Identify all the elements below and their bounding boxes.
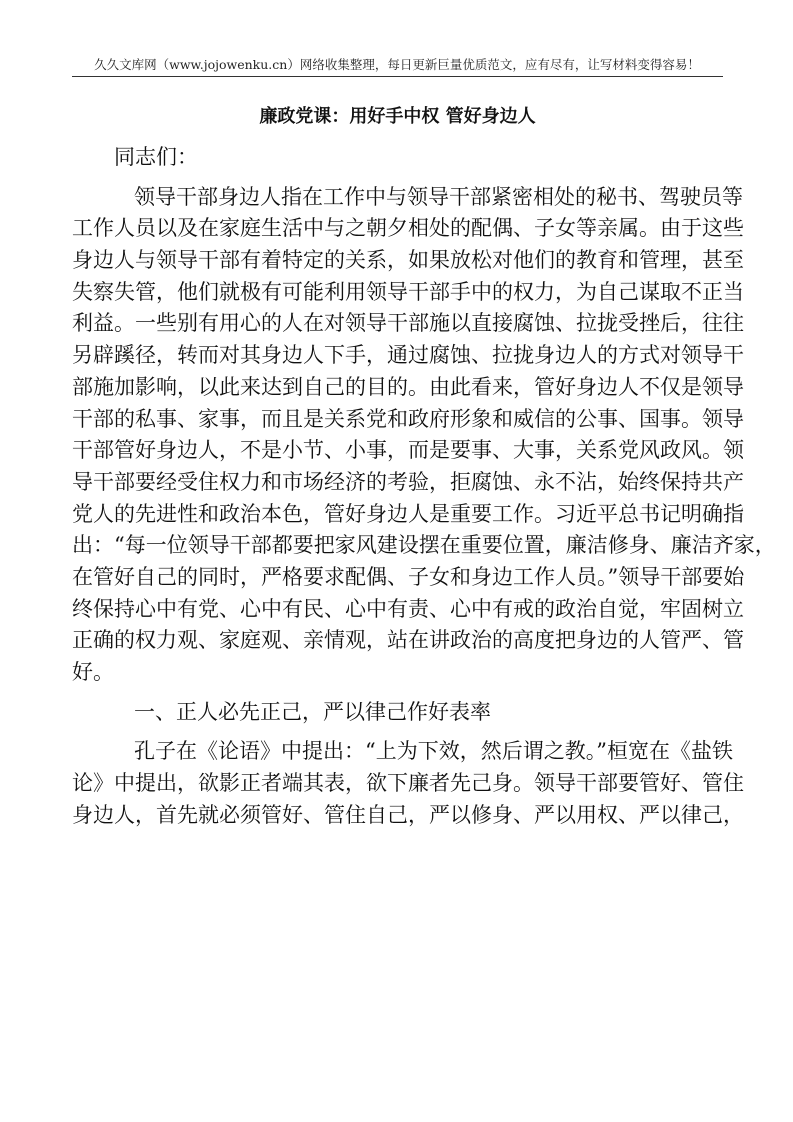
spacer (72, 174, 723, 182)
paragraph-line: 干部管好身边人，不是小节、小事，而是要事、大事，关系党风政风。领 (72, 438, 744, 463)
spacer (72, 728, 723, 736)
paragraph-line: 正确的权力观、家庭观、亲情观，站在讲政治的高度把身边的人管严、管 (72, 628, 744, 653)
paragraph-line: 失察失管，他们就极有可能利用领导干部手中的权力，为自己谋取不正当 (72, 279, 744, 304)
paragraph-line: 身边人，首先就必须管好、管住自己，严以修身、严以用权、严以律己， (72, 802, 744, 827)
paragraph-line: 部施加影响，以此来达到自己的目的。由此看来，管好身边人不仅是领导 (72, 374, 744, 399)
paragraph-line: 孔子在《论语》中提出：“上为下效，然后谓之教。”桓宽在《盐铁 (134, 739, 733, 764)
spacer (72, 689, 723, 697)
header-divider (72, 76, 723, 77)
paragraph-line: 领导干部身边人指在工作中与领导干部紧密相处的秘书、驾驶员等 (134, 184, 743, 209)
paragraph-2 (72, 736, 744, 831)
document-title: 廉政党课：用好手中权 管好身边人 (259, 106, 536, 127)
paragraph-line: 论》中提出，欲影正者端其表，欲下廉者先己身。领导干部要管好、管住 (72, 771, 744, 796)
paragraph-line: 导干部要经受住权力和市场经济的考验，拒腐蚀、永不沾，始终保持共产 (72, 469, 744, 494)
paragraph-line: 工作人员以及在家庭生活中与之朝夕相处的配偶、子女等亲属。由于这些 (72, 216, 744, 241)
salutation: 同志们： (114, 145, 198, 169)
paragraph-line: 好。 (72, 660, 114, 684)
paragraph-line: 干部的私事、家事，而且是关系党和政府形象和威信的公事、国事。领导 (72, 406, 744, 431)
paragraph-line: 党人的先进性和政治本色，管好身边人是重要工作。习近平总书记明确指 (72, 501, 744, 526)
document-body (72, 142, 776, 831)
paragraph-line: 利益。一些别有用心的人在对领导干部施以直接腐蚀、拉拢受挫后，往往 (72, 311, 744, 336)
paragraph-line: 出：“每一位领导干部都要把家风建设摆在重要位置，廉洁修身、廉洁齐家， (72, 533, 776, 558)
page-header: 久久文库网（www.jojowenku.cn）网络收集整理，每日更新巨量优质范文，应有尽有，让写材料变得容易！ (94, 57, 700, 72)
section-heading-1: 一、正人必先正己，严以律己作好表率 (134, 699, 491, 724)
paragraph-line: 在管好自己的同时，严格要求配偶、子女和身边工作人员。”领导干部要始 (72, 564, 745, 589)
paragraph-1 (72, 182, 776, 689)
paragraph-line: 另辟蹊径，转而对其身边人下手，通过腐蚀、拉拢身边人的方式对领导干 (72, 343, 744, 368)
paragraph-line: 身边人与领导干部有着特定的关系，如果放松对他们的教育和管理，甚至 (72, 248, 744, 273)
paragraph-line: 终保持心中有党、心中有民、心中有责、心中有戒的政治自觉，牢固树立 (72, 596, 744, 621)
